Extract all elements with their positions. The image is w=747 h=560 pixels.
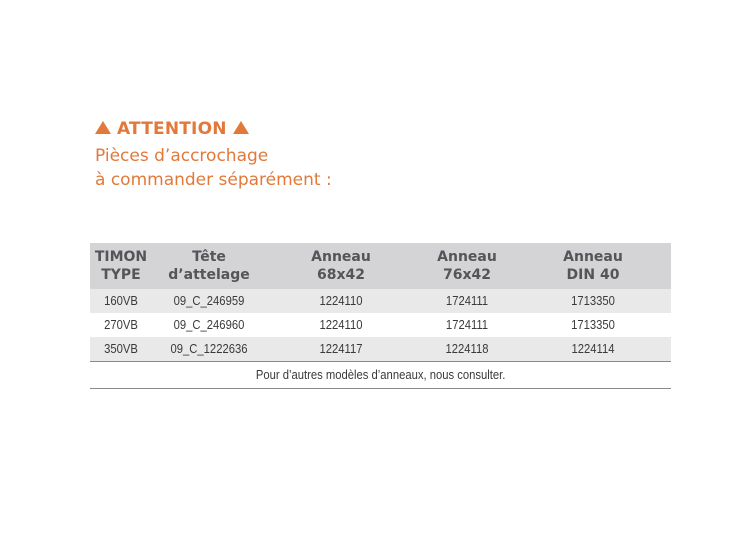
- table-cell: 1713350: [571, 294, 615, 308]
- table-cell: 1224118: [445, 342, 489, 356]
- table-cell: 09_C_1222636: [170, 342, 248, 356]
- table-cell: 160VB: [104, 294, 138, 308]
- parts-table: [90, 243, 671, 389]
- table-cell: 09_C_246960: [173, 318, 245, 332]
- table-header-row: [90, 243, 671, 289]
- table-note-row: [90, 361, 671, 389]
- table-cell: 1724111: [445, 294, 489, 308]
- table-note: Pour d’autres modèles d’anneaux, nous consulter.: [255, 368, 506, 382]
- attention-heading: [95, 119, 249, 139]
- header-timon-type: TIMON TYPE: [94, 249, 148, 283]
- header-tete-attelage: Tête d’attelage: [168, 249, 250, 283]
- table-cell: 1724111: [445, 318, 489, 332]
- table-cell: 1224110: [319, 294, 363, 308]
- table-cell: 270VB: [104, 318, 138, 332]
- table-row: [90, 313, 671, 337]
- table-cell: 350VB: [104, 342, 138, 356]
- warning-triangle-icon: [233, 121, 249, 134]
- header-anneau-din40: Anneau DIN 40: [563, 249, 623, 283]
- warning-triangle-icon: [95, 121, 111, 134]
- table-row: [90, 337, 671, 361]
- table-cell: 09_C_246959: [173, 294, 245, 308]
- table-cell: 1224114: [571, 342, 615, 356]
- table-cell: 1224117: [319, 342, 363, 356]
- table-row: [90, 289, 671, 313]
- subtitle: [95, 144, 332, 192]
- table-cell: 1713350: [571, 318, 615, 332]
- subtitle-line-2: à commander séparément :: [95, 170, 332, 190]
- subtitle-line-1: Pièces d’accrochage: [95, 146, 269, 166]
- table-cell: 1224110: [319, 318, 363, 332]
- header-anneau-76x42: Anneau 76x42: [437, 249, 497, 283]
- attention-label: ATTENTION: [117, 119, 227, 139]
- header-anneau-68x42: Anneau 68x42: [311, 249, 371, 283]
